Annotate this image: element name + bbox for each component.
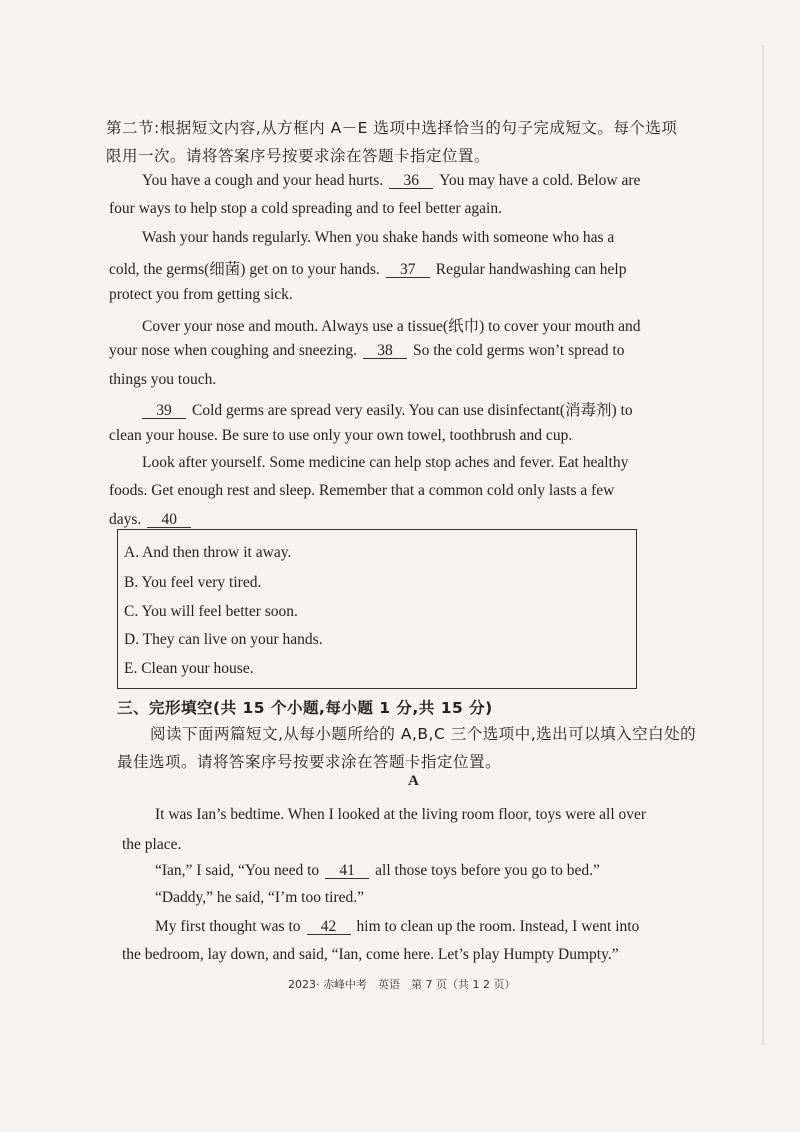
passage-text: You have a cough and your head hurts. [142,172,384,189]
options-box [117,529,637,689]
passage-line: things you touch. [109,371,217,388]
passage-line [109,511,197,529]
passage-text: You may have a cold. Below are [439,172,641,189]
passage-line: Wash your hands regularly. When you shake hands with someone who has a [142,229,615,246]
passage-line: Look after yourself. Some medicine can help stop aches and fever. Eat healthy [142,454,629,471]
passage-line [109,257,626,279]
option-e: E. Clean your house. [124,660,254,677]
section3-instruction-line2: 最佳选项。请将答案序号按要求涂在答题卡指定位置。 [117,753,502,771]
passage-line: Cover your nose and mouth. Always use a tissue(纸巾) to cover your mouth and [142,318,641,335]
story-line [155,862,600,880]
story-text: him to clean up the room. Instead, I went into [356,918,640,935]
story-line: It was Ian’s bedtime. When I looked at the living room floor, toys were all over [155,806,647,823]
story-line [155,918,639,936]
blank-39: 39 [142,403,186,419]
section2-instruction-line2: 限用一次。请将答案序号按要求涂在答题卡指定位置。 [106,147,491,165]
passage-line [109,342,624,360]
passage-text: cold, the germs(细菌) get on to your hands. [109,261,380,278]
blank-40: 40 [147,512,191,528]
section3-instruction-line1: 阅读下面两篇短文,从每小题所给的 A,B,C 三个选项中,选出可以填入空白处的 [150,725,697,743]
passage-text: So the cold germs won’t spread to [412,342,625,359]
passage-text: days. [109,511,142,528]
blank-37: 37 [386,262,430,278]
story-text: “Ian,” I said, “You need to [155,862,320,879]
story-text: My first thought was to [155,918,301,935]
passage-line: clean your house. Be sure to use only your own towel, toothbrush and cup. [109,427,573,444]
blank-36: 36 [389,173,433,189]
blank-38: 38 [363,343,407,359]
passage-line [142,172,640,190]
story-line: the bedroom, lay down, and said, “Ian, come here. Let’s play Humpty Dumpty.” [122,946,619,963]
passage-text: Cold germs are spread very easily. You can use disinfectant(消毒剂) to [192,402,633,419]
blank-41: 41 [325,863,369,879]
story-line: the place. [122,836,182,853]
passage-line: protect you from getting sick. [109,286,293,303]
option-c: C. You will feel better soon. [124,603,298,620]
section2-instruction-line1: 第二节:根据短文内容,从方框内 A－E 选项中选择恰当的句子完成短文。每个选项 [106,119,678,137]
passage-line: four ways to help stop a cold spreading and to feel better again. [109,200,502,217]
page-footer: 2023· 赤峰中考 英语 第 7 页（共 1 2 页） [288,978,516,991]
blank-42: 42 [307,919,351,935]
passage-line: foods. Get enough rest and sleep. Remember that a common cold only lasts a few [109,482,615,499]
option-a: A. And then throw it away. [124,544,292,561]
story-line: “Daddy,” he said, “I’m too tired.” [155,889,365,906]
option-b: B. You feel very tired. [124,574,262,591]
passage-text: your nose when coughing and sneezing. [109,342,357,359]
option-d: D. They can live on your hands. [124,631,323,648]
passage-text: Regular handwashing can help [435,261,627,278]
story-text: all those toys before you go to bed.” [375,862,600,879]
section3-title: 三、完形填空(共 15 个小题,每小题 1 分,共 15 分) [117,699,493,717]
passage-a-heading: A [408,773,419,789]
passage-line [142,398,633,420]
page-edge-shadow [762,45,764,1045]
